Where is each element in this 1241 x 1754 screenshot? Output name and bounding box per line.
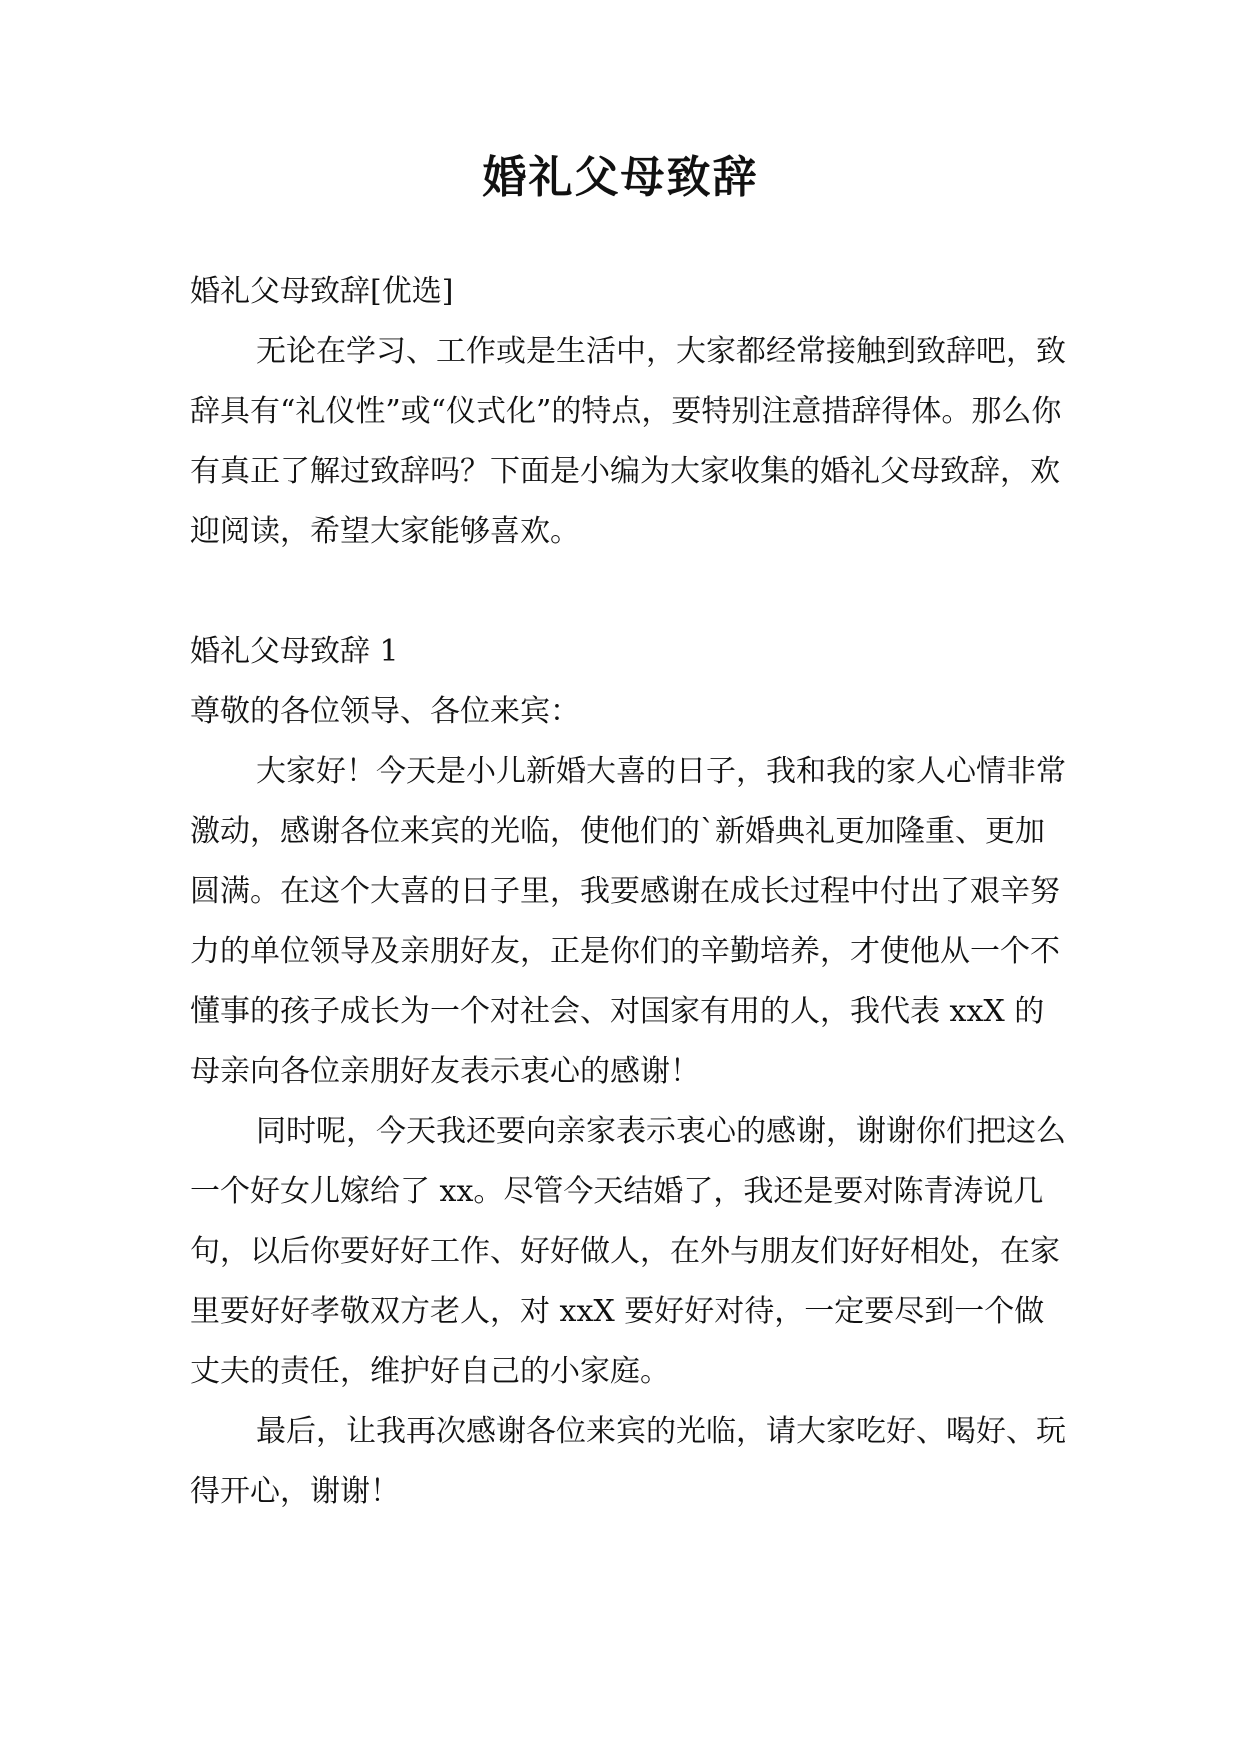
speech-paragraph: 同时呢，今天我还要向亲家表示衷心的感谢，谢谢你们把这么一个好女儿嫁给了 xx。尽管今天结婚了，我还是要对陈青涛说几句，以后你要好好工作、好好做人，在外与朋友们好好相处，在家里要好好孝敬双方老人，对 xxX 要好好对待，一定要尽到一个做丈夫的责任，维护好自己的小家庭。 (190, 1114, 1066, 1389)
document-body (190, 262, 1070, 1522)
section-spacer (190, 562, 1070, 622)
speech-paragraph: 最后，让我再次感谢各位来宾的光临，请大家吃好、喝好、玩得开心，谢谢！ (190, 1414, 1066, 1509)
intro-paragraph: 无论在学习、工作或是生活中，大家都经常接触到致辞吧，致辞具有“礼仪性”或“仪式化”的特点，要特别注意措辞得体。那么你有真正了解过致辞吗？下面是小编为大家收集的婚礼父母致辞，欢迎阅读，希望大家能够喜欢。 (190, 334, 1066, 549)
subtitle: 婚礼父母致辞[优选] (190, 274, 454, 309)
speech-paragraph: 大家好！今天是小儿新婚大喜的日子，我和我的家人心情非常激动，感谢各位来宾的光临，使他们的`新婚典礼更加隆重、更加圆满。在这个大喜的日子里，我要感谢在成长过程中付出了艰辛努力的单位领导及亲朋好友，正是你们的辛勤培养，才使他从一个不懂事的孩子成长为一个对社会、对国家有用的人，我代表 xxX 的母亲向各位亲朋好友表示衷心的感谢！ (190, 754, 1066, 1089)
document-title: 婚礼父母致辞 (482, 152, 759, 203)
section-heading: 婚礼父母致辞 1 (190, 634, 399, 669)
salutation: 尊敬的各位领导、各位来宾： (190, 694, 580, 729)
